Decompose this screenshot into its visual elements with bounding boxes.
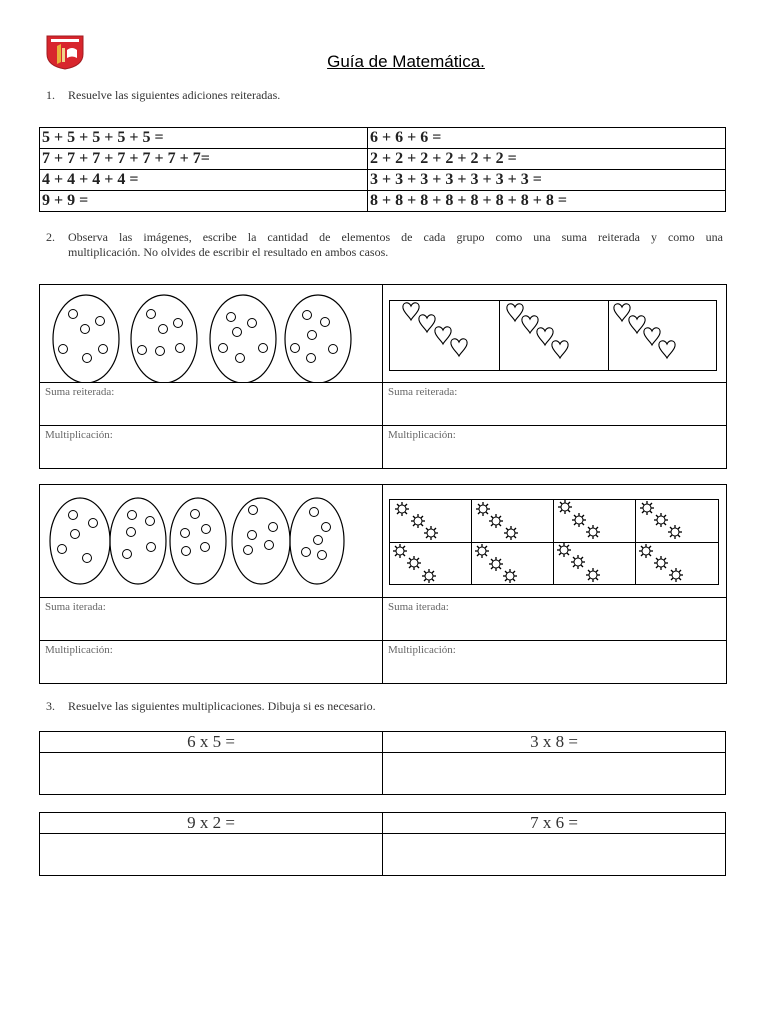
- ovals-picture-cell: [40, 485, 383, 598]
- multiplication-problem: 6 x 5 =: [40, 732, 383, 753]
- section-1-instruction: [46, 88, 726, 104]
- sum-label: Suma iterada:: [388, 601, 449, 613]
- multiplication-label: Multiplicación:: [388, 429, 456, 441]
- addition-cell: 6 + 6 + 6 =: [368, 128, 726, 149]
- section-number: 2.: [46, 230, 55, 244]
- table-row: [40, 170, 726, 191]
- addition-cell: 3 + 3 + 3 + 3 + 3 + 3 + 3 =: [368, 170, 726, 191]
- table-row: [40, 128, 726, 149]
- instruction-text: Resuelve las siguientes multiplicaciones. Dibuja si es necesario.: [68, 699, 376, 713]
- stars-group-drawing: [383, 485, 726, 597]
- section-2-instruction: [46, 230, 723, 262]
- addition-cell: 5 + 5 + 5 + 5 + 5 =: [40, 128, 368, 149]
- multiplication-answer-cell[interactable]: [40, 641, 383, 684]
- section-number: 1.: [46, 88, 55, 102]
- multiplication-label: Multiplicación:: [45, 429, 113, 441]
- answer-cell[interactable]: [40, 834, 383, 876]
- ovals-group-drawing: [40, 285, 382, 382]
- hearts-group-drawing: [383, 285, 726, 382]
- multiplication-label: Multiplicación:: [388, 644, 456, 656]
- multiplication-answer-cell[interactable]: [383, 426, 727, 469]
- multiplication-table-2: [39, 812, 726, 876]
- multiplication-answer-cell[interactable]: [40, 426, 383, 469]
- star-icon: [393, 500, 683, 583]
- page-title: Guía de Matemática.: [327, 52, 485, 71]
- multiplication-answer-cell[interactable]: [383, 641, 727, 684]
- answer-cell[interactable]: [383, 753, 726, 795]
- addition-table: [39, 127, 726, 212]
- sum-answer-cell[interactable]: [383, 598, 727, 641]
- multiplication-problem: 7 x 6 =: [383, 813, 726, 834]
- sum-label: Suma iterada:: [45, 601, 106, 613]
- ovals-picture-cell: [40, 285, 383, 383]
- multiplication-problem: 9 x 2 =: [40, 813, 383, 834]
- instruction-text: multiplicación. No olvides de escribir el resultado en ambos casos.: [68, 245, 389, 259]
- exercise-box-2: [39, 484, 727, 684]
- sum-label: Suma reiterada:: [388, 386, 458, 398]
- stars-picture-cell: [383, 485, 727, 598]
- table-row: [40, 149, 726, 170]
- multiplication-table-1: [39, 731, 726, 795]
- multiplication-problem: 3 x 8 =: [383, 732, 726, 753]
- addition-cell: 9 + 9 =: [40, 191, 368, 212]
- sum-answer-cell[interactable]: [40, 598, 383, 641]
- sum-answer-cell[interactable]: [383, 383, 727, 426]
- addition-cell: 8 + 8 + 8 + 8 + 8 + 8 + 8 + 8 =: [368, 191, 726, 212]
- hearts-picture-cell: [383, 285, 727, 383]
- multiplication-label: Multiplicación:: [45, 644, 113, 656]
- answer-cell[interactable]: [383, 834, 726, 876]
- heart-icon: [403, 303, 675, 358]
- addition-cell: 2 + 2 + 2 + 2 + 2 + 2 =: [368, 149, 726, 170]
- ovals-group-drawing: [40, 485, 382, 597]
- exercise-box-1: [39, 284, 727, 469]
- addition-cell: 4 + 4 + 4 + 4 =: [40, 170, 368, 191]
- instruction-text: Observa las imágenes, escribe la cantidad de elementos de cada grupo como una suma reiterada y como una: [68, 230, 723, 244]
- answer-cell[interactable]: [40, 753, 383, 795]
- addition-cell: 7 + 7 + 7 + 7 + 7 + 7 + 7=: [40, 149, 368, 170]
- table-row: [40, 191, 726, 212]
- instruction-text: Resuelve las siguientes adiciones reiteradas.: [68, 88, 281, 102]
- sum-label: Suma reiterada:: [45, 386, 115, 398]
- section-3-instruction: [46, 699, 726, 715]
- sum-answer-cell[interactable]: [40, 383, 383, 426]
- section-number: 3.: [46, 699, 55, 713]
